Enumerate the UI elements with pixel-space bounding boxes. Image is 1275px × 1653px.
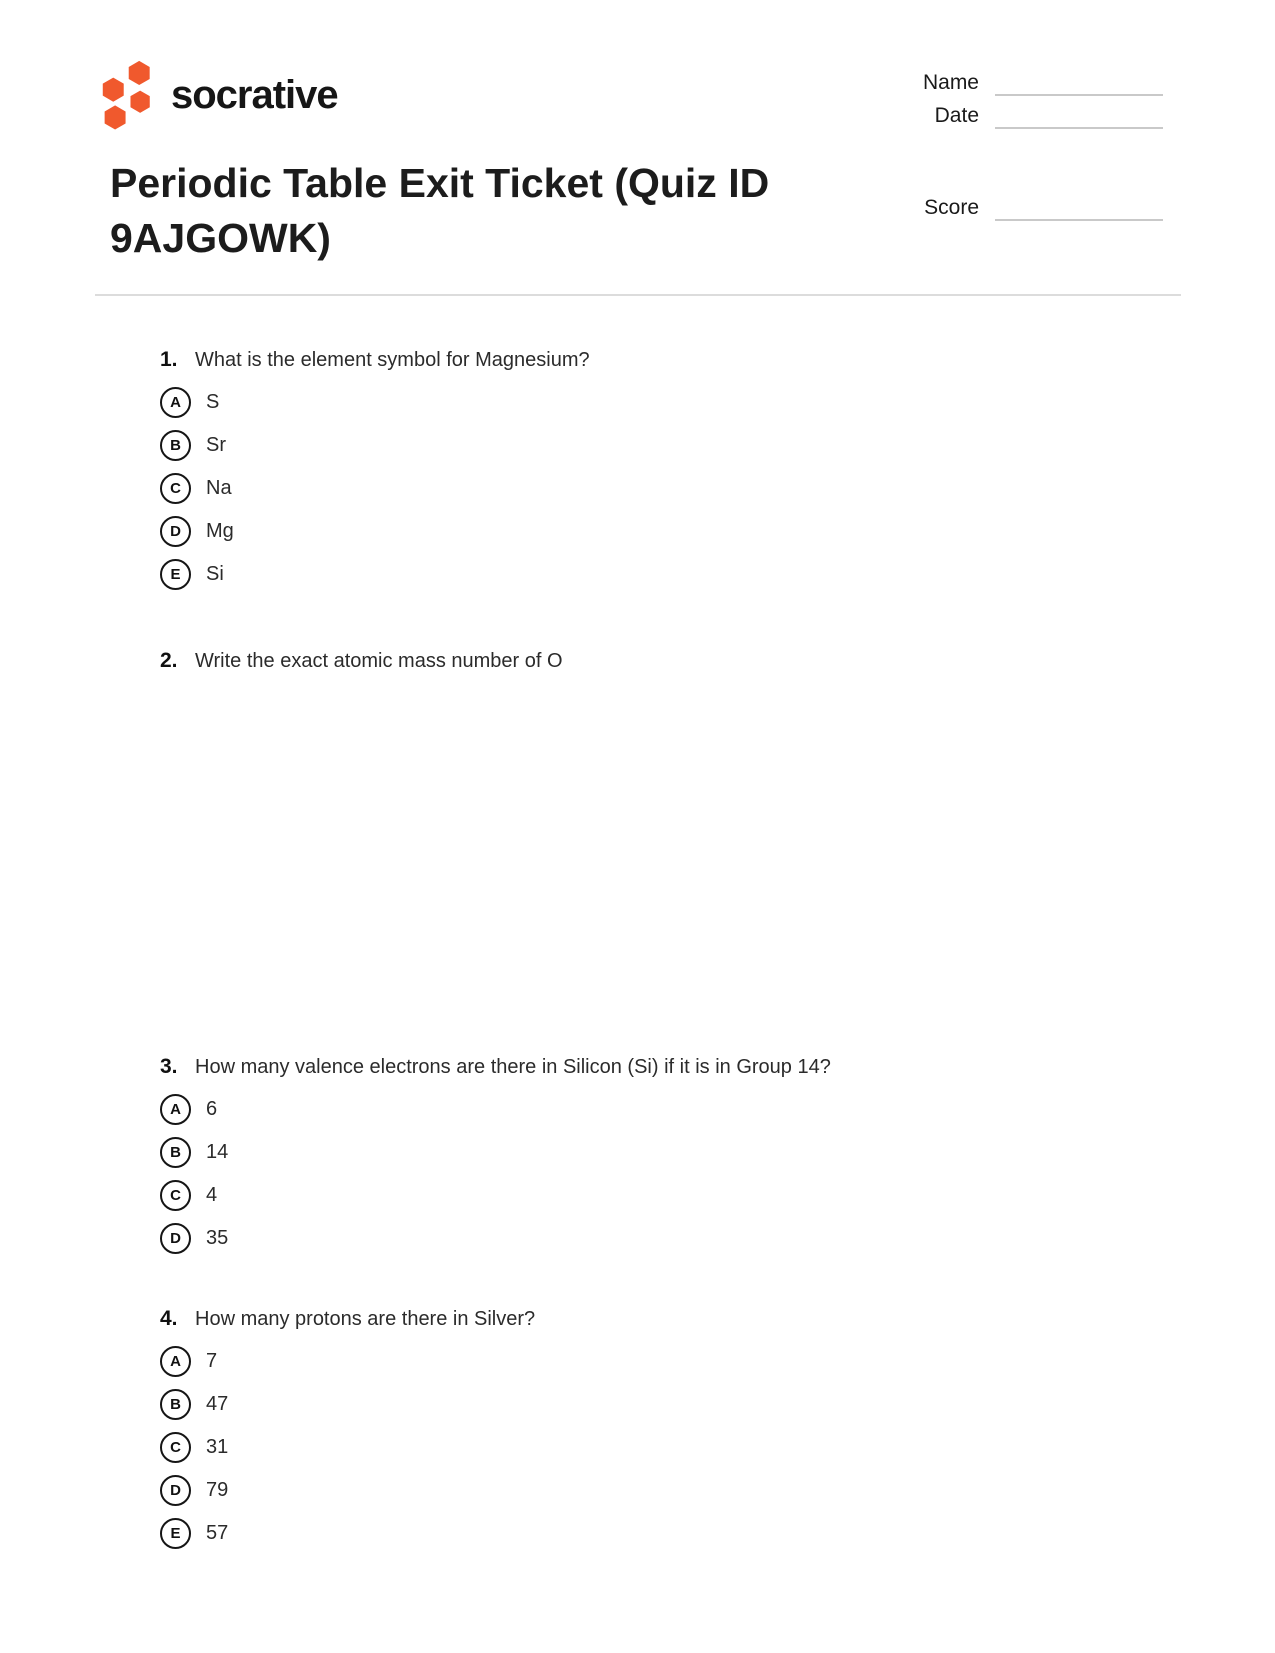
answer-bubble[interactable]: A [160,1094,191,1125]
answer-bubble[interactable]: A [160,387,191,418]
option-text: Si [206,563,224,585]
socrative-logo [100,60,338,136]
option-text: 14 [206,1141,229,1163]
question-block [160,345,1140,596]
option-text: 6 [206,1098,218,1120]
question-text: Write the exact atomic mass number of O [195,649,563,672]
answer-option-row [160,553,1140,596]
option-list [160,1340,1140,1555]
option-text: S [206,391,220,413]
name-field-row [858,70,1163,96]
answer-option-row [160,1383,1140,1426]
header-divider [95,294,1181,296]
option-text: 31 [206,1436,229,1458]
option-list [160,682,1140,1002]
answer-option-row [160,510,1140,553]
answer-bubble[interactable]: E [160,559,191,590]
answer-option-row [160,424,1140,467]
question-number: 4. [160,1307,178,1330]
option-text: 47 [206,1393,229,1415]
option-text: Sr [206,434,226,456]
answer-option-row [160,1088,1140,1131]
brand-name: socrative [171,73,338,117]
option-text: Na [206,477,232,499]
answer-bubble[interactable]: C [160,473,191,504]
answer-bubble[interactable]: C [160,1432,191,1463]
option-text: 4 [206,1184,218,1206]
option-list [160,1088,1140,1260]
answer-option-row [160,467,1140,510]
answer-option-row [160,1340,1140,1383]
question-row [160,1304,1140,1334]
option-text: 79 [206,1479,229,1501]
answer-option-row [160,381,1140,424]
option-text: Mg [206,520,234,542]
date-field-row [858,103,1163,129]
option-text: 7 [206,1350,218,1372]
question-block [160,1052,1140,1260]
socrative-hexagons-icon [100,60,158,136]
option-text: 57 [206,1522,229,1544]
answer-bubble[interactable]: B [160,1389,191,1420]
question-number: 1. [160,348,178,371]
questions [160,345,1140,1605]
question-number: 3. [160,1055,178,1078]
answer-bubble[interactable]: A [160,1346,191,1377]
answer-option-row [160,1217,1140,1260]
date-label: Date [934,104,979,127]
question-row [160,1052,1140,1082]
question-row [160,646,1140,676]
score-fill-line[interactable] [995,195,1163,221]
question-block [160,1304,1140,1555]
answer-option-row [160,1512,1140,1555]
quiz-title: Periodic Table Exit Ticket (Quiz ID 9AJGOWK) [110,160,770,261]
answer-bubble[interactable]: D [160,516,191,547]
score-label: Score [924,196,979,219]
answer-bubble[interactable]: B [160,1137,191,1168]
score-field-row [858,195,1163,221]
date-fill-line[interactable] [995,103,1163,129]
answer-option-row [160,1131,1140,1174]
answer-option-row [160,1469,1140,1512]
question-text: What is the element symbol for Magnesium? [195,348,590,371]
option-text: 35 [206,1227,229,1249]
answer-option-row [160,1174,1140,1217]
answer-bubble[interactable]: E [160,1518,191,1549]
answer-bubble[interactable]: D [160,1223,191,1254]
name-label: Name [922,71,979,94]
header-fields [858,70,1163,228]
answer-bubble[interactable]: B [160,430,191,461]
question-text: How many protons are there in Silver? [195,1307,536,1330]
answer-bubble[interactable]: D [160,1475,191,1506]
option-list [160,381,1140,596]
answer-option-row [160,1426,1140,1469]
question-block [160,646,1140,1002]
answer-bubble[interactable]: C [160,1180,191,1211]
question-row [160,345,1140,375]
question-number: 2. [160,649,178,672]
name-fill-line[interactable] [995,70,1163,96]
open-response-space [160,682,1140,1002]
question-text: How many valence electrons are there in Silicon (Si) if it is in Group 14? [195,1055,831,1078]
